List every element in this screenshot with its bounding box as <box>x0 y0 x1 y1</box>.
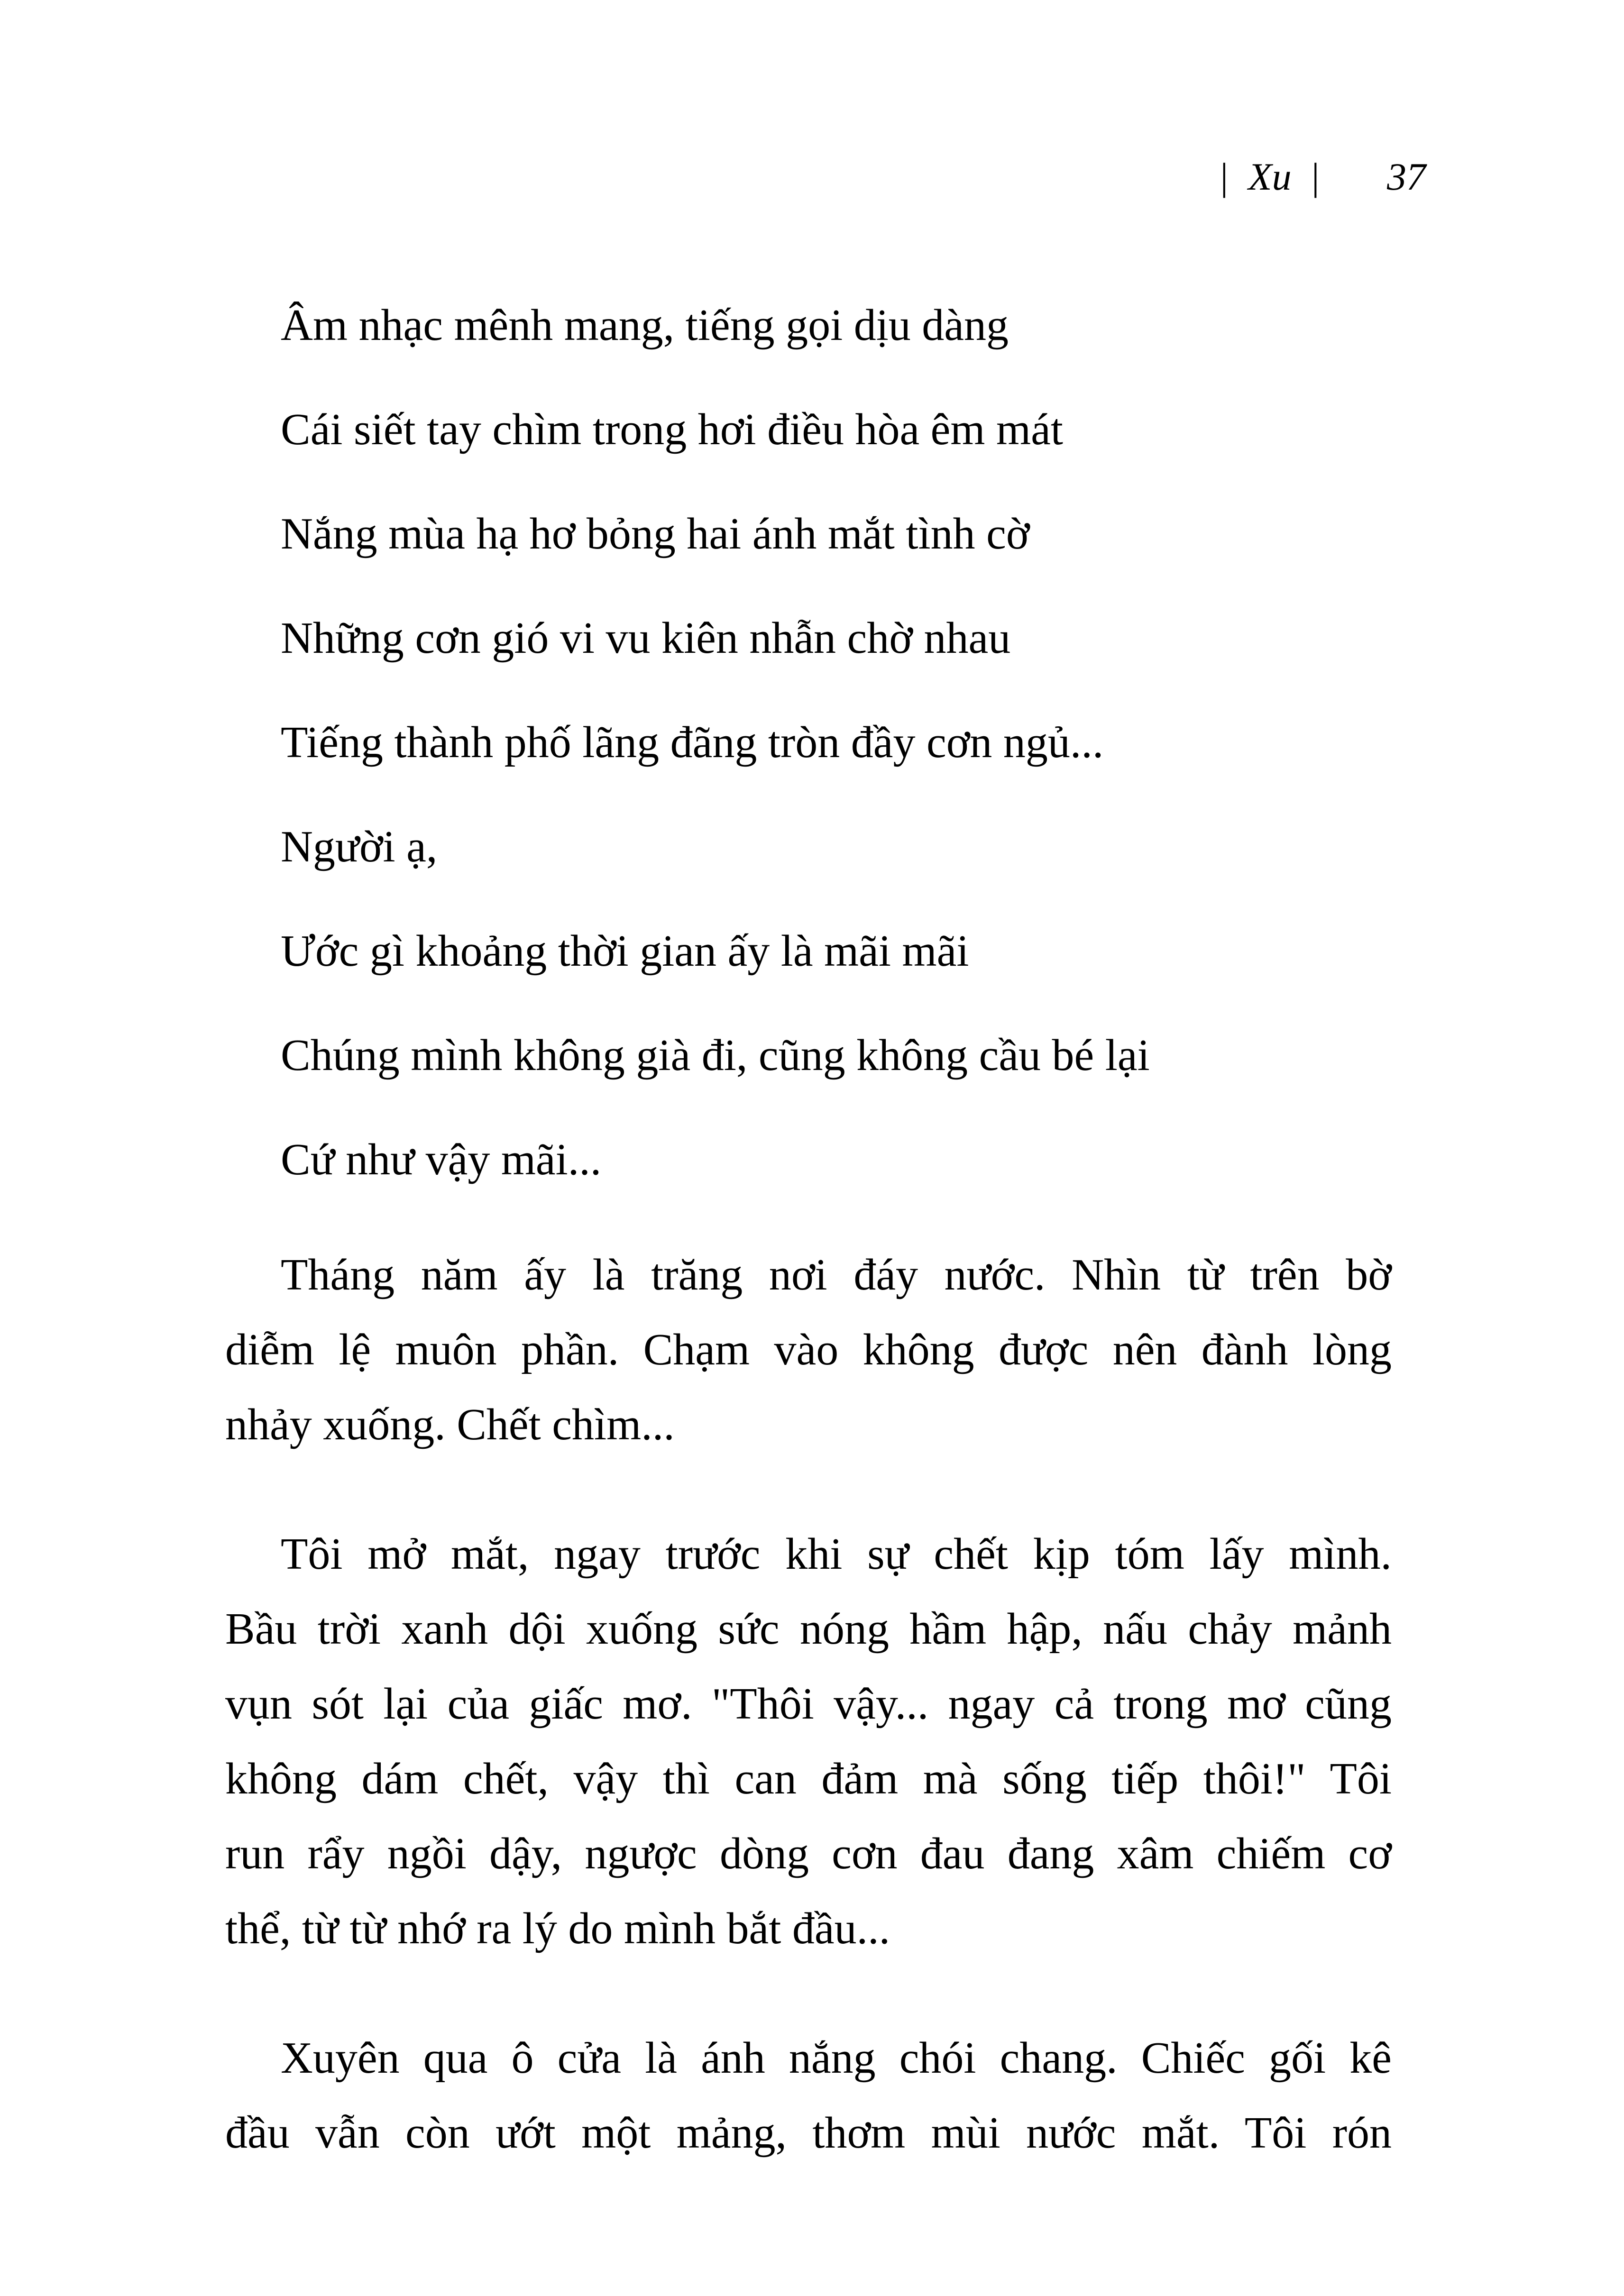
text-line: thể, từ từ nhớ ra lý do mình bắt đầu... <box>225 1904 890 1953</box>
poem-line: Tiếng thành phố lãng đãng tròn đầy cơn ngủ... <box>281 718 1104 767</box>
text-block <box>225 299 1392 2170</box>
running-title: Xu <box>1248 155 1292 198</box>
poem-line: Những cơn gió vi vu kiên nhẫn chờ nhau <box>281 613 1011 663</box>
header-separator: | <box>1312 155 1320 198</box>
poem-line: Nắng mùa hạ hơ bỏng hai ánh mắt tình cờ <box>281 509 1030 558</box>
text-line: Tôi mở mắt, ngay trước khi sự chết kịp tóm lấy mình. <box>281 1529 1392 1579</box>
text-line: không dám chết, vậy thì can đảm mà sống tiếp thôi!" Tôi <box>225 1754 1392 1803</box>
text-line: nhảy xuống. Chết chìm... <box>225 1400 675 1449</box>
poem-line: Âm nhạc mênh mang, tiếng gọi dịu dàng <box>281 301 1009 350</box>
text-line: Bầu trời xanh dội xuống sức nóng hầm hập, nấu chảy mảnh <box>225 1604 1392 1654</box>
header-separator: | <box>1220 155 1228 198</box>
text-line: vụn sót lại của giấc mơ. "Thôi vậy... ngay cả trong mơ cũng <box>225 1679 1392 1729</box>
paragraph <box>225 1517 1392 1966</box>
poem-line: Ước gì khoảng thời gian ấy là mãi mãi <box>281 926 969 976</box>
paragraph <box>225 2021 1392 2170</box>
paragraph <box>225 1237 1392 1462</box>
poem-line: Cái siết tay chìm trong hơi điều hòa êm mát <box>281 405 1063 454</box>
text-line: run rẩy ngồi dậy, ngược dòng cơn đau đang xâm chiếm cơ <box>225 1829 1392 1878</box>
poem-line: Người ạ, <box>281 822 438 871</box>
text-line: đầu vẫn còn ướt một mảng, thơm mùi nước mắt. Tôi rón <box>225 2108 1392 2158</box>
text-line: Tháng năm ấy là trăng nơi đáy nước. Nhìn từ trên bờ <box>281 1250 1392 1299</box>
running-header <box>1216 156 1426 198</box>
text-line: Xuyên qua ô cửa là ánh nắng chói chang. Chiếc gối kê <box>281 2033 1392 2083</box>
text-line: diễm lệ muôn phần. Chạm vào không được nên đành lòng <box>225 1325 1392 1374</box>
poem-line: Chúng mình không già đi, cũng không cầu bé lại <box>281 1031 1150 1080</box>
page-number: 37 <box>1387 155 1426 198</box>
poem-line: Cứ như vậy mãi... <box>281 1135 602 1184</box>
poem <box>225 299 1392 1187</box>
